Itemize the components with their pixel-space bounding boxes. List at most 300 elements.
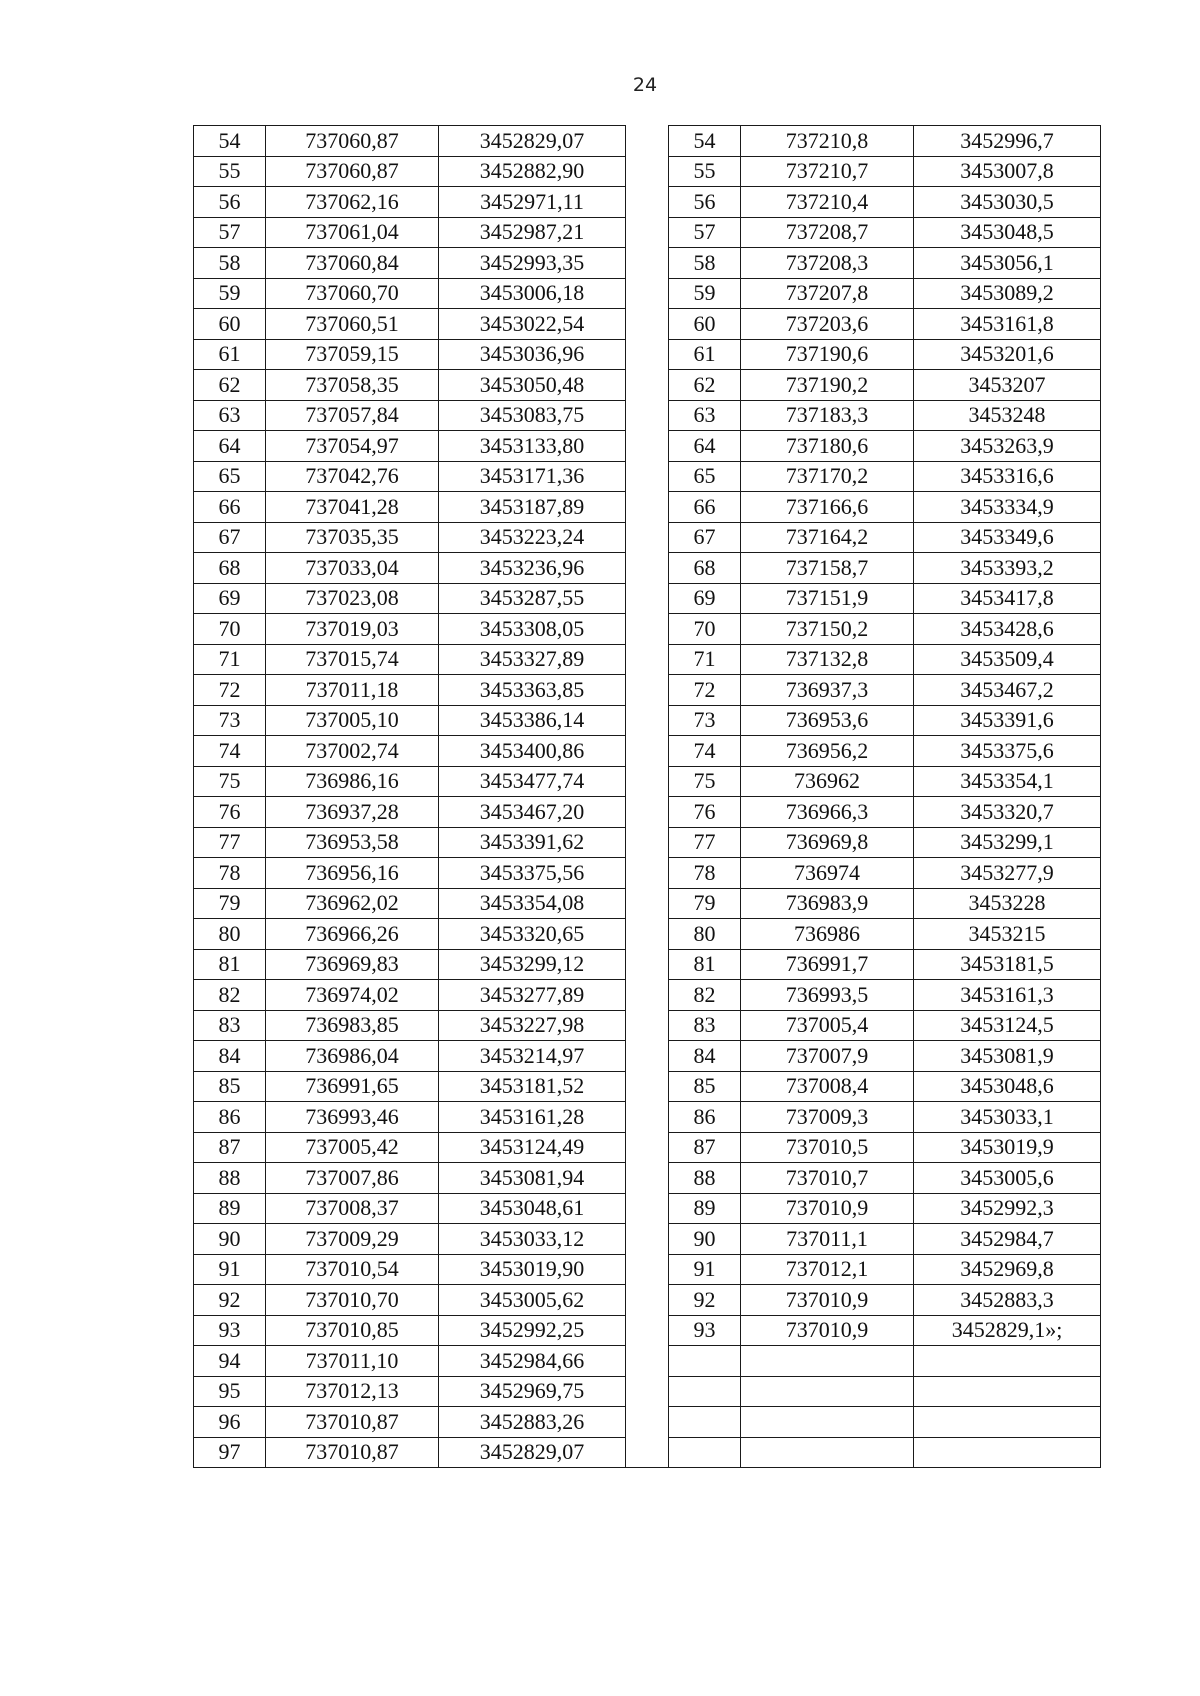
left-x-coordinate-cell: 737054,97 bbox=[266, 431, 439, 462]
right-y-coordinate-cell: 3453161,3 bbox=[914, 980, 1101, 1011]
right-y-coordinate-cell: 3453334,9 bbox=[914, 492, 1101, 523]
table-row bbox=[194, 949, 1101, 980]
right-point-number-cell: 69 bbox=[669, 583, 741, 614]
left-x-coordinate-cell: 737009,29 bbox=[266, 1224, 439, 1255]
right-y-coordinate-cell: 3453277,9 bbox=[914, 858, 1101, 889]
left-y-coordinate-cell: 3453006,18 bbox=[439, 278, 626, 309]
right-x-coordinate-cell bbox=[741, 1346, 914, 1377]
right-point-number-cell: 73 bbox=[669, 705, 741, 736]
left-y-coordinate-cell: 3453400,86 bbox=[439, 736, 626, 767]
left-point-number-cell: 63 bbox=[194, 400, 266, 431]
left-point-number-cell: 82 bbox=[194, 980, 266, 1011]
left-point-number-cell: 81 bbox=[194, 949, 266, 980]
right-y-coordinate-cell: 3452984,7 bbox=[914, 1224, 1101, 1255]
left-point-number-cell: 79 bbox=[194, 888, 266, 919]
gap-cell bbox=[626, 949, 669, 980]
table-row bbox=[194, 248, 1101, 279]
left-y-coordinate-cell: 3453005,62 bbox=[439, 1285, 626, 1316]
left-point-number-cell: 58 bbox=[194, 248, 266, 279]
right-y-coordinate-cell: 3453215 bbox=[914, 919, 1101, 950]
left-y-coordinate-cell: 3452971,11 bbox=[439, 187, 626, 218]
right-y-coordinate-cell: 3453201,6 bbox=[914, 339, 1101, 370]
left-point-number-cell: 93 bbox=[194, 1315, 266, 1346]
table-row bbox=[194, 858, 1101, 889]
table-row bbox=[194, 309, 1101, 340]
right-x-coordinate-cell bbox=[741, 1407, 914, 1438]
right-point-number-cell: 76 bbox=[669, 797, 741, 828]
table-row bbox=[194, 1163, 1101, 1194]
right-x-coordinate-cell: 736983,9 bbox=[741, 888, 914, 919]
left-x-coordinate-cell: 737041,28 bbox=[266, 492, 439, 523]
table-row bbox=[194, 1071, 1101, 1102]
right-point-number-cell: 58 bbox=[669, 248, 741, 279]
right-x-coordinate-cell: 737190,2 bbox=[741, 370, 914, 401]
right-y-coordinate-cell: 3453467,2 bbox=[914, 675, 1101, 706]
right-y-coordinate-cell: 3452992,3 bbox=[914, 1193, 1101, 1224]
left-y-coordinate-cell: 3452829,07 bbox=[439, 1437, 626, 1468]
left-x-coordinate-cell: 737057,84 bbox=[266, 400, 439, 431]
gap-cell bbox=[626, 187, 669, 218]
left-point-number-cell: 70 bbox=[194, 614, 266, 645]
right-y-coordinate-cell: 3453417,8 bbox=[914, 583, 1101, 614]
gap-cell bbox=[626, 1041, 669, 1072]
table-row bbox=[194, 156, 1101, 187]
left-point-number-cell: 87 bbox=[194, 1132, 266, 1163]
left-point-number-cell: 80 bbox=[194, 919, 266, 950]
left-point-number-cell: 76 bbox=[194, 797, 266, 828]
right-x-coordinate-cell: 736962 bbox=[741, 766, 914, 797]
right-x-coordinate-cell: 737010,7 bbox=[741, 1163, 914, 1194]
table-row bbox=[194, 553, 1101, 584]
left-x-coordinate-cell: 737012,13 bbox=[266, 1376, 439, 1407]
left-point-number-cell: 73 bbox=[194, 705, 266, 736]
right-x-coordinate-cell: 737166,6 bbox=[741, 492, 914, 523]
right-y-coordinate-cell bbox=[914, 1437, 1101, 1468]
left-x-coordinate-cell: 737019,03 bbox=[266, 614, 439, 645]
right-x-coordinate-cell: 737010,5 bbox=[741, 1132, 914, 1163]
table-row bbox=[194, 583, 1101, 614]
left-y-coordinate-cell: 3453320,65 bbox=[439, 919, 626, 950]
left-point-number-cell: 96 bbox=[194, 1407, 266, 1438]
gap-cell bbox=[626, 1285, 669, 1316]
right-y-coordinate-cell: 3453316,6 bbox=[914, 461, 1101, 492]
left-x-coordinate-cell: 737042,76 bbox=[266, 461, 439, 492]
right-point-number-cell: 68 bbox=[669, 553, 741, 584]
left-point-number-cell: 62 bbox=[194, 370, 266, 401]
left-point-number-cell: 61 bbox=[194, 339, 266, 370]
left-x-coordinate-cell: 737060,87 bbox=[266, 126, 439, 157]
right-y-coordinate-cell: 3453124,5 bbox=[914, 1010, 1101, 1041]
left-y-coordinate-cell: 3453050,48 bbox=[439, 370, 626, 401]
table-row bbox=[194, 492, 1101, 523]
right-y-coordinate-cell: 3453207 bbox=[914, 370, 1101, 401]
table-row bbox=[194, 1010, 1101, 1041]
right-y-coordinate-cell: 3452829,1»; bbox=[914, 1315, 1101, 1346]
left-y-coordinate-cell: 3453161,28 bbox=[439, 1102, 626, 1133]
left-y-coordinate-cell: 3453133,80 bbox=[439, 431, 626, 462]
right-x-coordinate-cell: 737132,8 bbox=[741, 644, 914, 675]
right-point-number-cell: 74 bbox=[669, 736, 741, 767]
right-y-coordinate-cell: 3453048,6 bbox=[914, 1071, 1101, 1102]
left-x-coordinate-cell: 737061,04 bbox=[266, 217, 439, 248]
gap-cell bbox=[626, 217, 669, 248]
table-row bbox=[194, 1346, 1101, 1377]
gap-cell bbox=[626, 888, 669, 919]
left-x-coordinate-cell: 737002,74 bbox=[266, 736, 439, 767]
right-point-number-cell: 72 bbox=[669, 675, 741, 706]
right-x-coordinate-cell bbox=[741, 1437, 914, 1468]
table-row bbox=[194, 644, 1101, 675]
gap-cell bbox=[626, 644, 669, 675]
right-point-number-cell bbox=[669, 1407, 741, 1438]
left-x-coordinate-cell: 737011,18 bbox=[266, 675, 439, 706]
gap-cell bbox=[626, 858, 669, 889]
table-row bbox=[194, 339, 1101, 370]
right-y-coordinate-cell: 3453393,2 bbox=[914, 553, 1101, 584]
left-point-number-cell: 64 bbox=[194, 431, 266, 462]
right-y-coordinate-cell: 3453161,8 bbox=[914, 309, 1101, 340]
right-x-coordinate-cell: 737012,1 bbox=[741, 1254, 914, 1285]
gap-cell bbox=[626, 1346, 669, 1377]
left-point-number-cell: 83 bbox=[194, 1010, 266, 1041]
left-point-number-cell: 78 bbox=[194, 858, 266, 889]
right-point-number-cell: 55 bbox=[669, 156, 741, 187]
table-row bbox=[194, 797, 1101, 828]
right-y-coordinate-cell: 3453354,1 bbox=[914, 766, 1101, 797]
left-x-coordinate-cell: 737010,70 bbox=[266, 1285, 439, 1316]
table-row bbox=[194, 919, 1101, 950]
left-point-number-cell: 65 bbox=[194, 461, 266, 492]
right-point-number-cell: 75 bbox=[669, 766, 741, 797]
table-row bbox=[194, 1102, 1101, 1133]
gap-cell bbox=[626, 675, 669, 706]
left-y-coordinate-cell: 3453223,24 bbox=[439, 522, 626, 553]
left-x-coordinate-cell: 737005,10 bbox=[266, 705, 439, 736]
left-y-coordinate-cell: 3453036,96 bbox=[439, 339, 626, 370]
right-point-number-cell: 60 bbox=[669, 309, 741, 340]
gap-cell bbox=[626, 1376, 669, 1407]
right-x-coordinate-cell: 737150,2 bbox=[741, 614, 914, 645]
left-point-number-cell: 88 bbox=[194, 1163, 266, 1194]
left-x-coordinate-cell: 736993,46 bbox=[266, 1102, 439, 1133]
right-y-coordinate-cell: 3453263,9 bbox=[914, 431, 1101, 462]
table-row bbox=[194, 1315, 1101, 1346]
left-y-coordinate-cell: 3453227,98 bbox=[439, 1010, 626, 1041]
left-y-coordinate-cell: 3453187,89 bbox=[439, 492, 626, 523]
right-x-coordinate-cell: 737005,4 bbox=[741, 1010, 914, 1041]
left-y-coordinate-cell: 3453022,54 bbox=[439, 309, 626, 340]
left-x-coordinate-cell: 737005,42 bbox=[266, 1132, 439, 1163]
left-x-coordinate-cell: 736962,02 bbox=[266, 888, 439, 919]
left-x-coordinate-cell: 737007,86 bbox=[266, 1163, 439, 1194]
table-row bbox=[194, 400, 1101, 431]
table-row bbox=[194, 187, 1101, 218]
right-x-coordinate-cell: 737208,3 bbox=[741, 248, 914, 279]
left-point-number-cell: 68 bbox=[194, 553, 266, 584]
right-x-coordinate-cell: 737009,3 bbox=[741, 1102, 914, 1133]
left-point-number-cell: 56 bbox=[194, 187, 266, 218]
right-y-coordinate-cell: 3453349,6 bbox=[914, 522, 1101, 553]
left-y-coordinate-cell: 3453363,85 bbox=[439, 675, 626, 706]
gap-cell bbox=[626, 827, 669, 858]
table-row bbox=[194, 1285, 1101, 1316]
gap-cell bbox=[626, 614, 669, 645]
left-point-number-cell: 86 bbox=[194, 1102, 266, 1133]
right-y-coordinate-cell: 3453248 bbox=[914, 400, 1101, 431]
right-point-number-cell: 62 bbox=[669, 370, 741, 401]
right-y-coordinate-cell: 3453320,7 bbox=[914, 797, 1101, 828]
right-y-coordinate-cell: 3453030,5 bbox=[914, 187, 1101, 218]
right-x-coordinate-cell: 736937,3 bbox=[741, 675, 914, 706]
gap-cell bbox=[626, 1193, 669, 1224]
right-point-number-cell: 93 bbox=[669, 1315, 741, 1346]
left-y-coordinate-cell: 3453354,08 bbox=[439, 888, 626, 919]
table-row bbox=[194, 736, 1101, 767]
gap-cell bbox=[626, 980, 669, 1011]
left-x-coordinate-cell: 737058,35 bbox=[266, 370, 439, 401]
table-row bbox=[194, 980, 1101, 1011]
left-x-coordinate-cell: 737010,87 bbox=[266, 1407, 439, 1438]
left-y-coordinate-cell: 3453391,62 bbox=[439, 827, 626, 858]
left-x-coordinate-cell: 737062,16 bbox=[266, 187, 439, 218]
left-y-coordinate-cell: 3452992,25 bbox=[439, 1315, 626, 1346]
right-point-number-cell: 84 bbox=[669, 1041, 741, 1072]
left-point-number-cell: 85 bbox=[194, 1071, 266, 1102]
left-y-coordinate-cell: 3452993,35 bbox=[439, 248, 626, 279]
right-x-coordinate-cell: 736966,3 bbox=[741, 797, 914, 828]
table-row bbox=[194, 614, 1101, 645]
page-number: 24 bbox=[632, 74, 658, 96]
right-point-number-cell: 86 bbox=[669, 1102, 741, 1133]
table-row bbox=[194, 1254, 1101, 1285]
left-point-number-cell: 94 bbox=[194, 1346, 266, 1377]
right-point-number-cell: 81 bbox=[669, 949, 741, 980]
left-point-number-cell: 57 bbox=[194, 217, 266, 248]
right-y-coordinate-cell bbox=[914, 1407, 1101, 1438]
left-point-number-cell: 66 bbox=[194, 492, 266, 523]
right-y-coordinate-cell: 3453375,6 bbox=[914, 736, 1101, 767]
right-y-coordinate-cell: 3453007,8 bbox=[914, 156, 1101, 187]
gap-cell bbox=[626, 1163, 669, 1194]
right-point-number-cell: 78 bbox=[669, 858, 741, 889]
gap-cell bbox=[626, 431, 669, 462]
left-x-coordinate-cell: 736969,83 bbox=[266, 949, 439, 980]
right-point-number-cell: 71 bbox=[669, 644, 741, 675]
right-x-coordinate-cell bbox=[741, 1376, 914, 1407]
right-point-number-cell: 67 bbox=[669, 522, 741, 553]
gap-cell bbox=[626, 400, 669, 431]
right-point-number-cell: 54 bbox=[669, 126, 741, 157]
left-y-coordinate-cell: 3453277,89 bbox=[439, 980, 626, 1011]
right-y-coordinate-cell: 3452883,3 bbox=[914, 1285, 1101, 1316]
left-point-number-cell: 60 bbox=[194, 309, 266, 340]
right-point-number-cell: 91 bbox=[669, 1254, 741, 1285]
right-point-number-cell: 92 bbox=[669, 1285, 741, 1316]
gap-cell bbox=[626, 919, 669, 950]
left-y-coordinate-cell: 3452883,26 bbox=[439, 1407, 626, 1438]
gap-cell bbox=[626, 736, 669, 767]
left-y-coordinate-cell: 3453375,56 bbox=[439, 858, 626, 889]
gap-cell bbox=[626, 156, 669, 187]
left-y-coordinate-cell: 3453477,74 bbox=[439, 766, 626, 797]
right-y-coordinate-cell: 3453033,1 bbox=[914, 1102, 1101, 1133]
right-x-coordinate-cell: 737203,6 bbox=[741, 309, 914, 340]
right-point-number-cell: 57 bbox=[669, 217, 741, 248]
gap-cell bbox=[626, 492, 669, 523]
left-y-coordinate-cell: 3453048,61 bbox=[439, 1193, 626, 1224]
left-x-coordinate-cell: 736966,26 bbox=[266, 919, 439, 950]
left-y-coordinate-cell: 3453299,12 bbox=[439, 949, 626, 980]
right-x-coordinate-cell: 736974 bbox=[741, 858, 914, 889]
right-y-coordinate-cell: 3453005,6 bbox=[914, 1163, 1101, 1194]
gap-cell bbox=[626, 1010, 669, 1041]
right-point-number-cell: 61 bbox=[669, 339, 741, 370]
right-y-coordinate-cell: 3453048,5 bbox=[914, 217, 1101, 248]
right-y-coordinate-cell: 3453509,4 bbox=[914, 644, 1101, 675]
left-y-coordinate-cell: 3453327,89 bbox=[439, 644, 626, 675]
right-point-number-cell: 63 bbox=[669, 400, 741, 431]
gap-cell bbox=[626, 126, 669, 157]
right-point-number-cell: 65 bbox=[669, 461, 741, 492]
table-row bbox=[194, 675, 1101, 706]
left-point-number-cell: 74 bbox=[194, 736, 266, 767]
gap-cell bbox=[626, 705, 669, 736]
left-point-number-cell: 71 bbox=[194, 644, 266, 675]
gap-cell bbox=[626, 248, 669, 279]
table-row bbox=[194, 1193, 1101, 1224]
gap-cell bbox=[626, 309, 669, 340]
left-point-number-cell: 75 bbox=[194, 766, 266, 797]
right-y-coordinate-cell: 3453428,6 bbox=[914, 614, 1101, 645]
gap-cell bbox=[626, 583, 669, 614]
right-point-number-cell: 88 bbox=[669, 1163, 741, 1194]
gap-cell bbox=[626, 1254, 669, 1285]
left-point-number-cell: 89 bbox=[194, 1193, 266, 1224]
right-x-coordinate-cell: 737010,9 bbox=[741, 1315, 914, 1346]
gap-cell bbox=[626, 278, 669, 309]
table-row bbox=[194, 705, 1101, 736]
table-row bbox=[194, 461, 1101, 492]
gap-cell bbox=[626, 1224, 669, 1255]
coordinates-table-body bbox=[194, 126, 1101, 1468]
table-row bbox=[194, 766, 1101, 797]
right-y-coordinate-cell: 3453019,9 bbox=[914, 1132, 1101, 1163]
right-point-number-cell: 82 bbox=[669, 980, 741, 1011]
gap-cell bbox=[626, 1407, 669, 1438]
gap-cell bbox=[626, 1437, 669, 1468]
left-point-number-cell: 92 bbox=[194, 1285, 266, 1316]
right-x-coordinate-cell: 736956,2 bbox=[741, 736, 914, 767]
gap-cell bbox=[626, 766, 669, 797]
left-y-coordinate-cell: 3452987,21 bbox=[439, 217, 626, 248]
right-point-number-cell: 83 bbox=[669, 1010, 741, 1041]
right-point-number-cell: 56 bbox=[669, 187, 741, 218]
right-y-coordinate-cell: 3453228 bbox=[914, 888, 1101, 919]
left-x-coordinate-cell: 736986,04 bbox=[266, 1041, 439, 1072]
table-row bbox=[194, 1224, 1101, 1255]
right-x-coordinate-cell: 737207,8 bbox=[741, 278, 914, 309]
table-row bbox=[194, 888, 1101, 919]
table-row bbox=[194, 431, 1101, 462]
right-x-coordinate-cell: 737010,9 bbox=[741, 1285, 914, 1316]
gap-cell bbox=[626, 1132, 669, 1163]
left-x-coordinate-cell: 737011,10 bbox=[266, 1346, 439, 1377]
left-y-coordinate-cell: 3453171,36 bbox=[439, 461, 626, 492]
left-point-number-cell: 90 bbox=[194, 1224, 266, 1255]
table-row bbox=[194, 217, 1101, 248]
left-x-coordinate-cell: 736983,85 bbox=[266, 1010, 439, 1041]
table-row bbox=[194, 370, 1101, 401]
left-x-coordinate-cell: 737060,70 bbox=[266, 278, 439, 309]
right-y-coordinate-cell bbox=[914, 1376, 1101, 1407]
right-point-number-cell: 90 bbox=[669, 1224, 741, 1255]
right-x-coordinate-cell: 737011,1 bbox=[741, 1224, 914, 1255]
left-point-number-cell: 72 bbox=[194, 675, 266, 706]
left-y-coordinate-cell: 3453467,20 bbox=[439, 797, 626, 828]
table-row bbox=[194, 522, 1101, 553]
left-point-number-cell: 97 bbox=[194, 1437, 266, 1468]
table-row bbox=[194, 1407, 1101, 1438]
right-point-number-cell: 79 bbox=[669, 888, 741, 919]
left-x-coordinate-cell: 737060,51 bbox=[266, 309, 439, 340]
gap-cell bbox=[626, 553, 669, 584]
left-x-coordinate-cell: 736974,02 bbox=[266, 980, 439, 1011]
right-point-number-cell: 87 bbox=[669, 1132, 741, 1163]
gap-cell bbox=[626, 461, 669, 492]
right-y-coordinate-cell: 3452969,8 bbox=[914, 1254, 1101, 1285]
right-x-coordinate-cell: 737183,3 bbox=[741, 400, 914, 431]
left-point-number-cell: 54 bbox=[194, 126, 266, 157]
right-x-coordinate-cell: 736969,8 bbox=[741, 827, 914, 858]
left-x-coordinate-cell: 737060,87 bbox=[266, 156, 439, 187]
table-row bbox=[194, 278, 1101, 309]
gap-cell bbox=[626, 1102, 669, 1133]
gap-cell bbox=[626, 1071, 669, 1102]
right-x-coordinate-cell: 736986 bbox=[741, 919, 914, 950]
left-x-coordinate-cell: 736956,16 bbox=[266, 858, 439, 889]
right-x-coordinate-cell: 737190,6 bbox=[741, 339, 914, 370]
left-y-coordinate-cell: 3452829,07 bbox=[439, 126, 626, 157]
table-row bbox=[194, 126, 1101, 157]
left-x-coordinate-cell: 737033,04 bbox=[266, 553, 439, 584]
left-y-coordinate-cell: 3453386,14 bbox=[439, 705, 626, 736]
left-x-coordinate-cell: 737008,37 bbox=[266, 1193, 439, 1224]
right-point-number-cell: 85 bbox=[669, 1071, 741, 1102]
right-point-number-cell: 89 bbox=[669, 1193, 741, 1224]
left-point-number-cell: 84 bbox=[194, 1041, 266, 1072]
left-y-coordinate-cell: 3453308,05 bbox=[439, 614, 626, 645]
right-y-coordinate-cell: 3453081,9 bbox=[914, 1041, 1101, 1072]
right-point-number-cell: 77 bbox=[669, 827, 741, 858]
right-point-number-cell: 66 bbox=[669, 492, 741, 523]
right-y-coordinate-cell: 3452996,7 bbox=[914, 126, 1101, 157]
right-y-coordinate-cell bbox=[914, 1346, 1101, 1377]
left-y-coordinate-cell: 3453214,97 bbox=[439, 1041, 626, 1072]
right-x-coordinate-cell: 737180,6 bbox=[741, 431, 914, 462]
right-y-coordinate-cell: 3453391,6 bbox=[914, 705, 1101, 736]
table-row bbox=[194, 827, 1101, 858]
right-x-coordinate-cell: 737164,2 bbox=[741, 522, 914, 553]
table-row bbox=[194, 1132, 1101, 1163]
gap-cell bbox=[626, 1315, 669, 1346]
left-x-coordinate-cell: 737010,54 bbox=[266, 1254, 439, 1285]
left-x-coordinate-cell: 737060,84 bbox=[266, 248, 439, 279]
left-y-coordinate-cell: 3453019,90 bbox=[439, 1254, 626, 1285]
right-y-coordinate-cell: 3453089,2 bbox=[914, 278, 1101, 309]
left-y-coordinate-cell: 3452882,90 bbox=[439, 156, 626, 187]
left-x-coordinate-cell: 736991,65 bbox=[266, 1071, 439, 1102]
left-point-number-cell: 91 bbox=[194, 1254, 266, 1285]
